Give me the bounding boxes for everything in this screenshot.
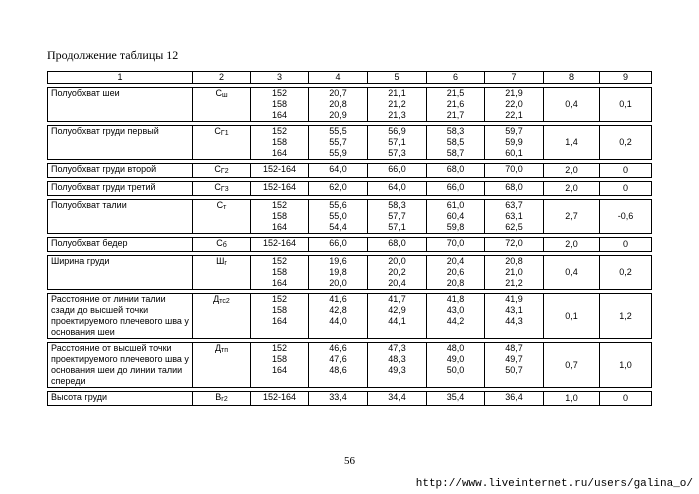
value-cell: [485, 392, 544, 406]
value-cell-value: 20,7: [329, 88, 347, 98]
value-cell-value: 63,7: [505, 200, 523, 210]
height-cell-value: 158: [271, 137, 288, 147]
value-cell: [368, 238, 427, 252]
code-letter: С: [216, 238, 223, 248]
value-cell: [368, 200, 427, 234]
measure-code: [193, 392, 251, 406]
value-cell-value: 49,7: [505, 354, 523, 364]
table-row: [48, 200, 652, 234]
value-cell-value: 60,4: [446, 211, 465, 221]
value-cell: [309, 343, 368, 388]
value-cell-value: 57,1: [388, 137, 406, 147]
height-cell-value: 152: [271, 256, 288, 266]
height-cell-value: 152: [271, 200, 288, 210]
value-cell-value: 55,0: [329, 211, 347, 221]
code-subscript: г2: [221, 396, 228, 403]
height-cell-value: 152-164: [262, 238, 297, 248]
value-cell-value: 34,4: [388, 392, 406, 402]
value-cell-value: 41,6: [329, 294, 347, 304]
value-cell-value: 20,2: [388, 267, 406, 277]
value-cell-value: 48,7: [505, 343, 523, 353]
measure-name: Полуобхват талии: [48, 200, 193, 234]
value-cell-value: 43,1: [505, 305, 523, 315]
code-letter: В: [215, 392, 222, 402]
code-letter: С: [216, 200, 224, 210]
value-cell-value: 59,9: [505, 137, 523, 147]
table-row: [48, 126, 652, 160]
value-cell: [485, 343, 544, 388]
table-row: [48, 343, 652, 388]
value-cell-value: 44,3: [505, 316, 523, 326]
value-cell-value: 46,6: [329, 343, 347, 353]
header-cell: 2: [193, 72, 251, 84]
measure-name: Полуобхват груди второй: [48, 164, 193, 178]
value-cell-value: 66,0: [329, 238, 347, 248]
height-cell: [251, 238, 309, 252]
height-cell-value: 158: [271, 305, 288, 315]
value-cell: [485, 164, 544, 178]
height-cell-value: 164: [271, 110, 288, 120]
table-row: [48, 182, 652, 196]
correction-cell: 0,1: [600, 88, 652, 122]
value-cell: [427, 88, 485, 122]
correction-cell: -0,6: [600, 200, 652, 234]
value-cell-value: 48,6: [329, 365, 347, 375]
value-cell-value: 58,3: [388, 200, 406, 210]
value-cell: [309, 88, 368, 122]
measurements-table: [47, 71, 652, 406]
correction-cell: 0,2: [600, 126, 652, 160]
measure-code: [193, 294, 251, 339]
height-cell-value: 164: [271, 148, 288, 158]
value-cell-value: 21,7: [446, 110, 465, 120]
code-letter: Д: [214, 343, 222, 353]
header-cell: 4: [309, 72, 368, 84]
measure-code: [193, 343, 251, 388]
measure-name: Расстояние от высшей точки проектируемого плечевого шва у основания шеи до линии талии спереди: [48, 343, 193, 388]
code-letter: Д: [213, 294, 220, 304]
value-cell-value: 41,8: [446, 294, 465, 304]
value-cell-value: 55,5: [329, 126, 347, 136]
value-cell-value: 72,0: [505, 238, 523, 248]
measure-code: [193, 200, 251, 234]
value-cell: [309, 126, 368, 160]
value-cell-value: 61,0: [446, 200, 465, 210]
value-cell-value: 57,1: [388, 222, 406, 232]
value-cell-value: 50,7: [505, 365, 523, 375]
height-cell-value: 152: [271, 343, 288, 353]
value-cell-value: 64,0: [388, 182, 406, 192]
value-cell-value: 48,3: [388, 354, 406, 364]
measure-name: Ширина груди: [48, 256, 193, 290]
value-cell-value: 55,6: [329, 200, 347, 210]
value-cell-value: 20,6: [446, 267, 465, 277]
value-cell-value: 44,2: [446, 316, 465, 326]
value-cell-value: 20,4: [388, 278, 406, 288]
height-cell: [251, 88, 309, 122]
value-cell-value: 68,0: [505, 182, 523, 192]
page-number: 56: [344, 455, 355, 467]
value-cell-value: 55,9: [329, 148, 347, 158]
height-cell-value: 158: [271, 211, 288, 221]
correction-cell: 0,2: [600, 256, 652, 290]
header-cell: 6: [427, 72, 485, 84]
height-cell-value: 152-164: [262, 392, 297, 402]
value-cell: [427, 238, 485, 252]
value-cell: [427, 182, 485, 196]
value-cell-value: 21,5: [446, 88, 465, 98]
value-cell-value: 20,4: [446, 256, 465, 266]
value-cell-value: 21,3: [388, 110, 406, 120]
value-cell-value: 68,0: [388, 238, 406, 248]
value-cell-value: 21,2: [388, 99, 406, 109]
value-cell: [368, 164, 427, 178]
height-cell: [251, 200, 309, 234]
table-caption: Продолжение таблицы 12: [47, 48, 179, 62]
increment-cell: 2,7: [544, 200, 600, 234]
footer-url[interactable]: http://www.liveinternet.ru/users/galina_o/: [415, 478, 693, 490]
increment-cell: 0,4: [544, 88, 600, 122]
measure-code: [193, 88, 251, 122]
increment-cell: 2,0: [544, 164, 600, 178]
height-cell: [251, 343, 309, 388]
table-row: [48, 164, 652, 178]
height-cell-value: 158: [271, 99, 288, 109]
value-cell-value: 20,9: [329, 110, 347, 120]
measure-name: Полуобхват груди третий: [48, 182, 193, 196]
value-cell-value: 20,8: [446, 278, 465, 288]
height-cell-value: 152: [271, 88, 288, 98]
measure-code: [193, 126, 251, 160]
value-cell-value: 48,0: [446, 343, 465, 353]
value-cell-value: 35,4: [446, 392, 465, 402]
value-cell-value: 55,7: [329, 137, 347, 147]
value-cell-value: 70,0: [505, 164, 523, 174]
value-cell-value: 20,8: [329, 99, 347, 109]
value-cell: [309, 182, 368, 196]
height-cell: [251, 392, 309, 406]
value-cell-value: 22,1: [505, 110, 523, 120]
value-cell: [309, 392, 368, 406]
height-cell-value: 158: [271, 267, 288, 277]
increment-cell: 1,0: [544, 392, 600, 406]
value-cell-value: 21,1: [388, 88, 406, 98]
value-cell-value: 58,7: [446, 148, 465, 158]
value-cell-value: 36,4: [505, 392, 523, 402]
correction-cell: 0: [600, 182, 652, 196]
measure-name: Расстояние от линии талии сзади до высшей точки проектируемого плечевого шва у основания шеи: [48, 294, 193, 339]
height-cell-value: 152: [271, 126, 288, 136]
correction-cell: 0: [600, 238, 652, 252]
code-subscript: Г2: [220, 168, 229, 175]
height-cell-value: 152: [271, 294, 288, 304]
value-cell-value: 41,7: [388, 294, 406, 304]
code-letter: С: [214, 182, 221, 192]
height-cell: [251, 294, 309, 339]
value-cell: [368, 294, 427, 339]
value-cell-value: 21,9: [505, 88, 523, 98]
value-cell: [368, 392, 427, 406]
value-cell: [368, 182, 427, 196]
header-cell: 7: [485, 72, 544, 84]
value-cell: [485, 182, 544, 196]
value-cell-value: 20,0: [388, 256, 406, 266]
value-cell-value: 58,3: [446, 126, 465, 136]
value-cell-value: 62,5: [505, 222, 523, 232]
code-subscript: ш: [221, 92, 228, 99]
value-cell-value: 22,0: [505, 99, 523, 109]
code-subscript: Г1: [220, 130, 229, 137]
value-cell: [427, 126, 485, 160]
value-cell-value: 63,1: [505, 211, 523, 221]
value-cell-value: 59,7: [505, 126, 523, 136]
increment-cell: 2,0: [544, 238, 600, 252]
value-cell-value: 56,9: [388, 126, 406, 136]
value-cell: [368, 126, 427, 160]
value-cell-value: 54,4: [329, 222, 347, 232]
height-cell-value: 152-164: [262, 164, 297, 174]
value-cell: [309, 256, 368, 290]
value-cell: [309, 294, 368, 339]
value-cell-value: 59,8: [446, 222, 465, 232]
measure-name: Полуобхват бедер: [48, 238, 193, 252]
value-cell-value: 64,0: [329, 164, 347, 174]
code-subscript: Г3: [220, 186, 229, 193]
correction-cell: 0: [600, 164, 652, 178]
measure-code: [193, 238, 251, 252]
code-subscript: б: [222, 242, 227, 249]
table-row: [48, 256, 652, 290]
code-letter: С: [214, 126, 221, 136]
value-cell-value: 66,0: [388, 164, 406, 174]
measure-name: Полуобхват шеи: [48, 88, 193, 122]
value-cell-value: 20,0: [329, 278, 347, 288]
value-cell-value: 21,6: [446, 99, 465, 109]
height-cell: [251, 164, 309, 178]
code-letter: С: [214, 164, 221, 174]
table-row: [48, 294, 652, 339]
correction-cell: 1,0: [600, 343, 652, 388]
value-cell-value: 58,5: [446, 137, 465, 147]
value-cell-value: 21,2: [505, 278, 523, 288]
value-cell-value: 44,1: [388, 316, 406, 326]
correction-cell: 0: [600, 392, 652, 406]
value-cell-value: 68,0: [446, 164, 465, 174]
increment-cell: 2,0: [544, 182, 600, 196]
measure-name: Полуобхват груди первый: [48, 126, 193, 160]
height-cell-value: 164: [271, 222, 288, 232]
measure-code: [193, 182, 251, 196]
value-cell: [368, 88, 427, 122]
measure-name: Высота груди: [48, 392, 193, 406]
value-cell-value: 21,0: [505, 267, 523, 277]
value-cell-value: 19,8: [329, 267, 347, 277]
value-cell: [427, 200, 485, 234]
table-row: [48, 392, 652, 406]
value-cell-value: 44,0: [329, 316, 347, 326]
header-cell: 8: [544, 72, 600, 84]
value-cell: [427, 392, 485, 406]
value-cell-value: 50,0: [446, 365, 465, 375]
height-cell-value: 158: [271, 354, 288, 364]
value-cell: [427, 164, 485, 178]
value-cell-value: 42,8: [329, 305, 347, 315]
height-cell-value: 164: [271, 365, 288, 375]
header-cell: 9: [600, 72, 652, 84]
value-cell: [309, 200, 368, 234]
value-cell-value: 49,0: [446, 354, 465, 364]
code-letter: Ш: [216, 256, 225, 266]
header-cell: 5: [368, 72, 427, 84]
value-cell-value: 57,7: [388, 211, 406, 221]
height-cell-value: 164: [271, 316, 288, 326]
code-subscript: г: [224, 260, 227, 267]
value-cell: [485, 294, 544, 339]
value-cell: [368, 343, 427, 388]
height-cell-value: 152-164: [262, 182, 297, 192]
measure-code: [193, 256, 251, 290]
value-cell-value: 20,8: [505, 256, 523, 266]
value-cell: [485, 126, 544, 160]
value-cell: [485, 238, 544, 252]
value-cell: [427, 343, 485, 388]
value-cell-value: 41,9: [505, 294, 523, 304]
increment-cell: 0,1: [544, 294, 600, 339]
code-subscript: т: [223, 204, 227, 211]
height-cell: [251, 182, 309, 196]
value-cell-value: 49,3: [388, 365, 406, 375]
value-cell-value: 43,0: [446, 305, 465, 315]
increment-cell: 0,4: [544, 256, 600, 290]
value-cell-value: 47,6: [329, 354, 347, 364]
value-cell-value: 57,3: [388, 148, 406, 158]
value-cell: [485, 256, 544, 290]
value-cell-value: 60,1: [505, 148, 523, 158]
height-cell: [251, 256, 309, 290]
height-cell: [251, 126, 309, 160]
correction-cell: 1,2: [600, 294, 652, 339]
value-cell-value: 47,3: [388, 343, 406, 353]
value-cell: [368, 256, 427, 290]
value-cell: [427, 294, 485, 339]
value-cell: [485, 88, 544, 122]
height-cell-value: 164: [271, 278, 288, 288]
value-cell-value: 33,4: [329, 392, 347, 402]
code-subscript: тс2: [219, 298, 230, 305]
header-cell: 1: [48, 72, 193, 84]
header-cell: 3: [251, 72, 309, 84]
table-row: [48, 88, 652, 122]
code-subscript: тп: [221, 347, 229, 354]
value-cell: [309, 238, 368, 252]
code-letter: С: [215, 88, 222, 98]
value-cell-value: 62,0: [329, 182, 347, 192]
value-cell: [427, 256, 485, 290]
value-cell: [309, 164, 368, 178]
header-row: [48, 72, 652, 84]
increment-cell: 0,7: [544, 343, 600, 388]
table-row: [48, 238, 652, 252]
value-cell-value: 66,0: [446, 182, 465, 192]
value-cell-value: 19,6: [329, 256, 347, 266]
value-cell-value: 70,0: [446, 238, 465, 248]
value-cell-value: 42,9: [388, 305, 406, 315]
value-cell: [485, 200, 544, 234]
measure-code: [193, 164, 251, 178]
increment-cell: 1,4: [544, 126, 600, 160]
